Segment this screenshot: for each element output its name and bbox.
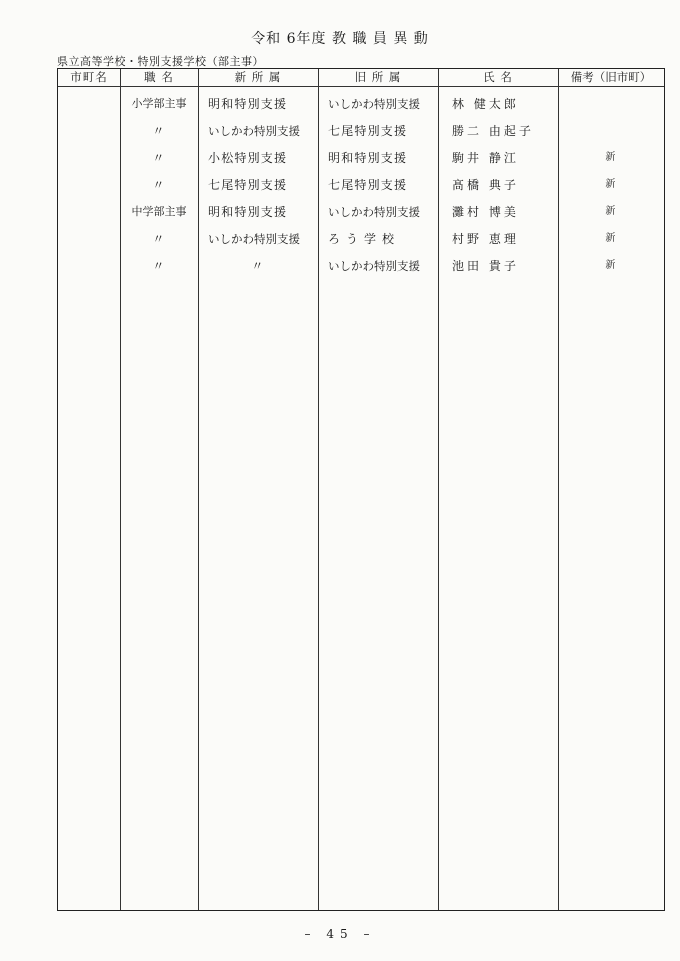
new-office-cell: 〃 xyxy=(251,259,265,273)
position-cell: 〃 xyxy=(152,232,166,246)
note-cell xyxy=(558,96,664,112)
new-office-cell: 明和特別支援 xyxy=(208,97,288,111)
page-number: – 45 – xyxy=(304,927,376,941)
table-header xyxy=(58,69,664,87)
header-new-office: 新 所 属 xyxy=(234,70,282,84)
name-cell: 駒井 静江 xyxy=(452,151,519,165)
new-office-cell: 七尾特別支援 xyxy=(208,178,288,192)
old-office-cell: いしかわ特別支援 xyxy=(328,97,420,111)
position-cell: 小学部主事 xyxy=(131,97,187,110)
name-cell: 髙橋 典子 xyxy=(452,178,519,192)
column-divider xyxy=(120,69,121,910)
name-cell: 灘村 博美 xyxy=(452,205,519,219)
header-name: 氏 名 xyxy=(483,70,513,84)
document-title: 令和 6年度 教 職 員 異 動 xyxy=(251,31,429,47)
position-cell: 〃 xyxy=(152,124,166,138)
position-cell: 〃 xyxy=(152,259,166,273)
old-office-cell: 七尾特別支援 xyxy=(328,178,408,192)
header-position: 職 名 xyxy=(144,70,174,84)
header-note: 備考（旧市町） xyxy=(570,70,652,84)
new-office-cell: 明和特別支援 xyxy=(208,205,288,219)
personnel-table xyxy=(57,68,665,911)
column-divider xyxy=(558,69,559,910)
note-cell: 新 xyxy=(605,152,617,163)
new-office-cell: いしかわ特別支援 xyxy=(208,232,300,246)
header-old-office: 旧 所 属 xyxy=(354,70,402,84)
old-office-cell: いしかわ特別支援 xyxy=(328,259,420,273)
position-cell: 中学部主事 xyxy=(131,205,187,218)
old-office-cell: ろう学校 xyxy=(328,232,401,246)
old-office-cell: 七尾特別支援 xyxy=(328,124,408,138)
note-cell: 新 xyxy=(605,206,617,217)
header-city: 市町名 xyxy=(70,70,108,84)
note-cell: 新 xyxy=(605,179,617,190)
note-cell: 新 xyxy=(605,260,617,271)
new-office-cell: 小松特別支援 xyxy=(208,151,288,165)
name-cell: 池田 貴子 xyxy=(452,259,519,273)
column-divider xyxy=(198,69,199,910)
column-divider xyxy=(318,69,319,910)
name-cell: 林 健太郎 xyxy=(452,97,519,111)
note-cell xyxy=(558,123,664,139)
old-office-cell: 明和特別支援 xyxy=(328,151,408,165)
name-cell: 勝二 由起子 xyxy=(452,124,534,138)
old-office-cell: いしかわ特別支援 xyxy=(328,205,420,219)
column-divider xyxy=(438,69,439,910)
name-cell: 村野 恵理 xyxy=(452,232,519,246)
new-office-cell: いしかわ特別支援 xyxy=(208,124,300,138)
note-cell: 新 xyxy=(605,233,617,244)
position-cell: 〃 xyxy=(152,178,166,192)
document-subtitle: 県立高等学校・特別支援学校（部主事） xyxy=(57,55,264,68)
position-cell: 〃 xyxy=(152,151,166,165)
